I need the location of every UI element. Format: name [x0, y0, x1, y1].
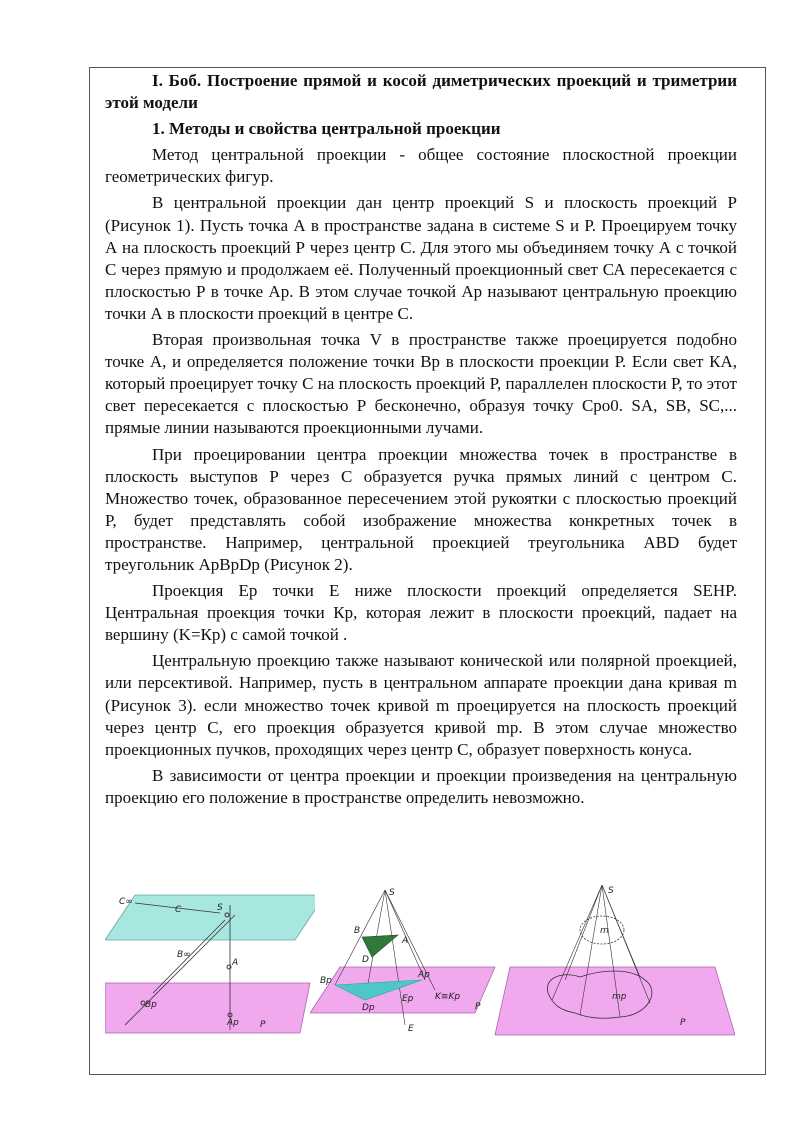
- paragraph: Вторая произвольная точка V в пространстве также проецируется подобно точке А, и определяется положение точки Вр в плоскости проекции Р. Если свет КА, который проецирует точку С на плоскость проекций Р, параллелен плоскости Р, то этот свет пересекается с плоскостью Р бесконечно, образуя точку Сро0. SA, SB, SC,... прямые линии называются проекционными лучами.: [105, 330, 737, 438]
- figure-3: [490, 885, 735, 1045]
- upper-plane: [105, 895, 315, 940]
- label-b-inf: B∞: [177, 950, 191, 960]
- label-p: P: [260, 1020, 266, 1030]
- label-p: P: [680, 1018, 686, 1028]
- label-m: m: [600, 926, 609, 936]
- label-bp: Bp: [320, 976, 332, 986]
- label-ap: Ap: [418, 970, 430, 980]
- label-k-kp: K≡Kp: [435, 992, 461, 1002]
- figures-row: [105, 885, 745, 1045]
- section-heading: I. Боб. Построение прямой и косой диметрических проекций и триметрии этой модели: [105, 71, 737, 113]
- paragraph: В зависимости от центра проекции и проекции произведения на центральную проекцию его положение в пространстве определить невозможно.: [105, 765, 737, 807]
- label-dp: Dp: [362, 1003, 375, 1013]
- paragraph: При проецировании центра проекции множества точек в пространстве в плоскость выступов Р через С образуется ручка прямых линий с центром С. Множество точек, образованное пересечением этой рукоятки с плоскостью проекций Р, будет представлять собой изображение множества конкретных точек в пространстве. Например, центральной проекцией треугольника ABD будет треугольник ApBpDp (Рисунок 2).: [105, 444, 737, 574]
- paragraph: В центральной проекции дан центр проекций S и плоскость проекций Р (Рисунок 1). Пусть точка А в пространстве задана в системе S и Р. Проецируем точку А на плоскость проекций Р через центр С. Для этого мы объединяем точку А с точкой С через прямую и продолжаем её. Полученный проекционный свет СА пересекается с плоскостью Р в точке Ар. В этом случае точкой Ар называют центральную проекцию точки А в плоскости проекций в центре С.: [105, 193, 737, 323]
- label-ep: Ep: [402, 994, 414, 1004]
- paragraph: Метод центральной проекции - общее состояние плоскостной проекции геометрических фигур.: [105, 145, 737, 187]
- label-s: S: [217, 903, 223, 913]
- label-a: A: [402, 936, 409, 946]
- label-c-inf: C∞: [119, 897, 133, 907]
- label-e: E: [408, 1024, 414, 1034]
- paragraph: Проекция Ер точки Е ниже плоскости проекций определяется SEHP. Центральная проекция точки Кр, которая лежит в плоскости проекций, падает на вершину (K=Кр) с самой точкой .: [105, 581, 737, 645]
- label-a: A: [232, 958, 239, 968]
- label-c: C: [175, 905, 182, 915]
- label-p: P: [475, 1002, 481, 1012]
- subsection-heading: 1. Методы и свойства центральной проекции: [152, 119, 501, 139]
- triangle-abd: [362, 935, 398, 957]
- label-ap: Ap: [227, 1018, 239, 1028]
- document-body: [105, 70, 737, 813]
- figure-1: [105, 885, 315, 1045]
- label-s: S: [608, 886, 614, 896]
- label-bp: Bp: [145, 1000, 157, 1010]
- label-d: D: [362, 955, 369, 965]
- projection-plane: [105, 983, 310, 1033]
- label-mp: mp: [612, 992, 627, 1002]
- label-s: S: [389, 888, 395, 898]
- paragraph: Центральную проекцию также называют конической или полярной проекцией, или персективой. Например, пусть в центральном аппарате проекции дана кривая m (Рисунок 3). если множество точек кривой m проецируется на плоскость проекций через центр С, его проекция образуется кривой mp. В этом случае множество проекционных пучков, проходящих через центр С, образует поверхность конуса.: [105, 651, 737, 759]
- figure-2: [310, 885, 505, 1045]
- label-b: B: [354, 926, 361, 936]
